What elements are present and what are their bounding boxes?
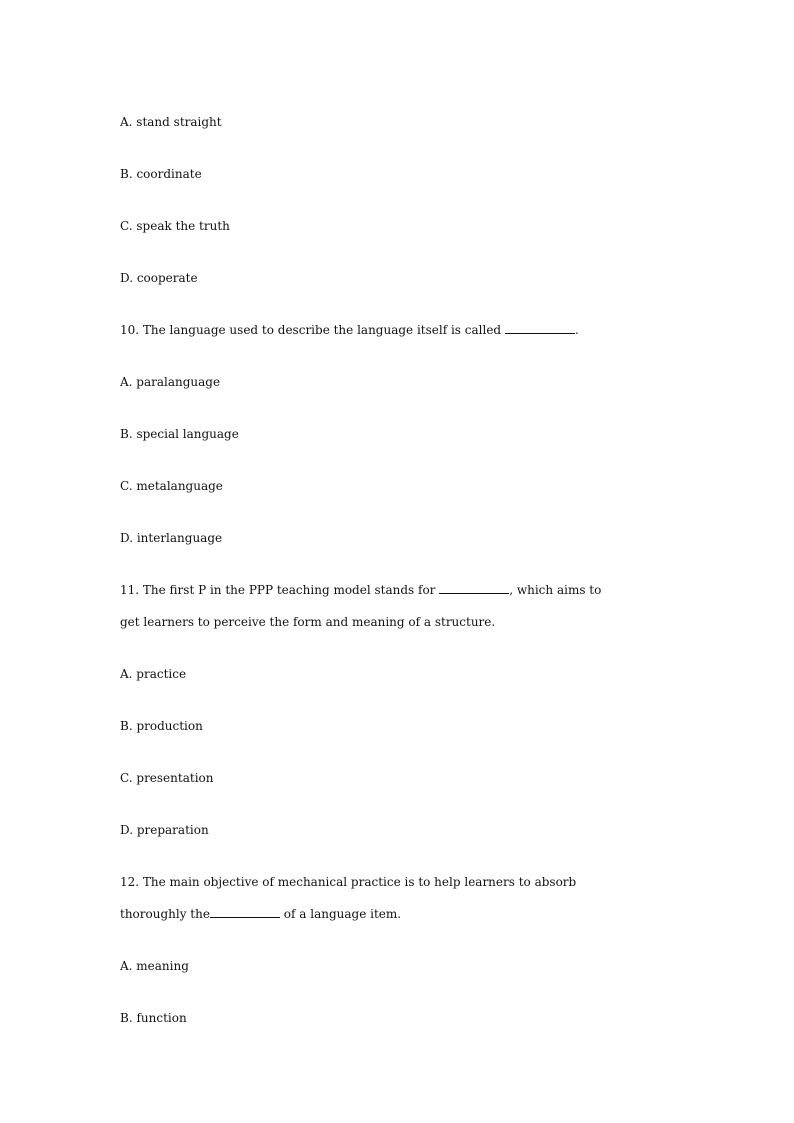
q11-stem-end: , which aims to: [509, 583, 602, 597]
q11-stem-line2: get learners to perceive the form and meaning of a structure.: [120, 615, 496, 629]
answer-blank: [505, 323, 575, 334]
q12-option-b: B. function: [120, 1011, 187, 1025]
q11-option-b: B. production: [120, 719, 203, 733]
q9-option-b: B. coordinate: [120, 167, 202, 181]
q12-option-a: A. meaning: [120, 959, 189, 973]
q10-option-a: A. paralanguage: [120, 375, 221, 389]
q10-option-b: B. special language: [120, 427, 239, 441]
q12-stem-line2: [120, 906, 401, 922]
q11-option-d: D. preparation: [120, 823, 209, 837]
q12-stem-text: thoroughly the: [120, 907, 210, 921]
q10-stem-end: .: [574, 323, 579, 337]
q10-stem-text: 10. The language used to describe the language itself is called: [120, 323, 505, 337]
q9-option-c: C. speak the truth: [120, 219, 230, 233]
q10-option-c: C. metalanguage: [120, 479, 223, 493]
q10-stem: [120, 322, 579, 338]
q11-stem-line1: [120, 582, 601, 598]
answer-blank: [210, 907, 280, 918]
q11-option-a: A. practice: [120, 667, 187, 681]
q12-stem-line1: 12. The main objective of mechanical practice is to help learners to absorb: [120, 875, 577, 889]
q12-stem-end: of a language item.: [279, 907, 402, 921]
answer-blank: [439, 583, 509, 594]
q10-option-d: D. interlanguage: [120, 531, 223, 545]
q9-option-a: A. stand straight: [120, 115, 222, 129]
q11-option-c: C. presentation: [120, 771, 214, 785]
q9-option-d: D. cooperate: [120, 271, 198, 285]
q11-stem-text: 11. The first P in the PPP teaching model stands for: [120, 583, 440, 597]
